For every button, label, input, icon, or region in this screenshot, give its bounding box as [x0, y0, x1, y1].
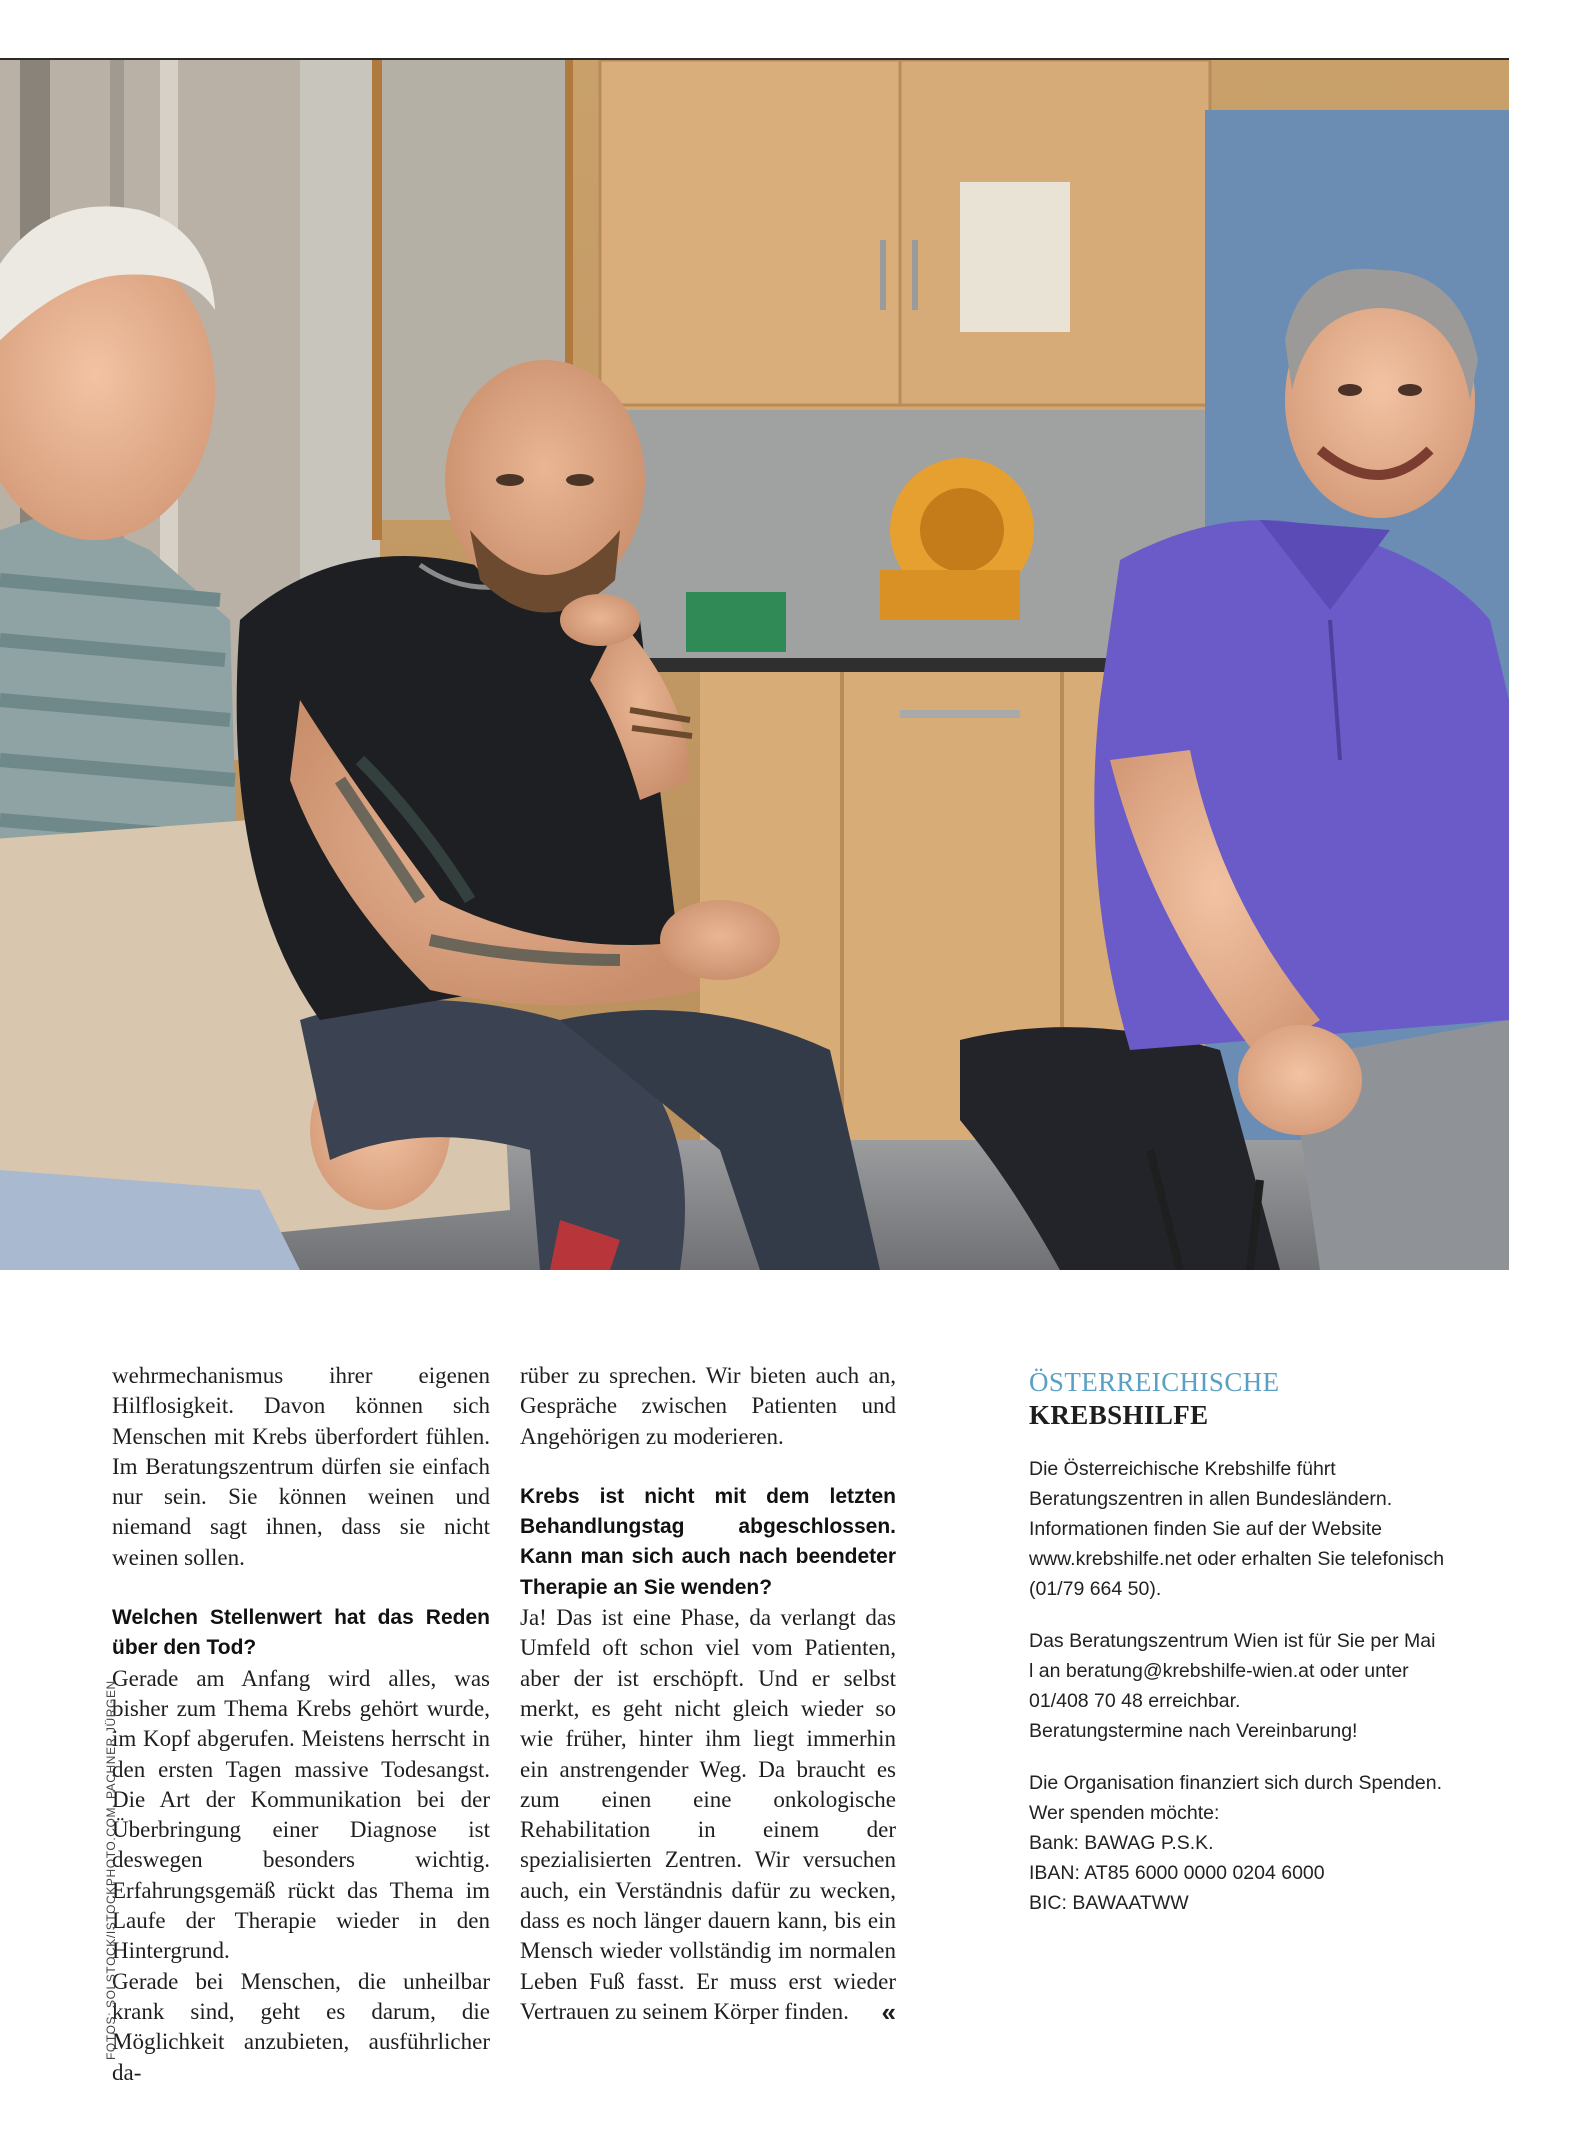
- article-paragraph: [520, 1603, 896, 2027]
- support-group-photo: [0, 60, 1509, 1270]
- infobox-title-line1: ÖSTERREICHISCHE: [1029, 1367, 1280, 1397]
- infobox-title: [1029, 1366, 1489, 1432]
- article-paragraph-text: Ja! Das ist eine Phase, da verlangt das Umfeld oft schon viel vom Patienten, aber der ist erschöpft. Und er selbst merkt, es geht nicht gleich wieder so wie früher, hinter ihm liegt immerhin ein anstrengender Weg. Da braucht es zum einen eine onkologische Rehabilitation in einem der spezialisierten Zentren. Wir versuchen auch, ein Verständnis dafür zu wecken, dass es noch länger dauern kann, bis ein Mensch wieder vollständig im normalen Leben Fuß fasst. Er muss erst wieder Vertrauen zu seinem Körper finden.: [520, 1605, 896, 2024]
- infobox-line: Das Beratungszentrum Wien ist für Sie per Mai: [1029, 1630, 1436, 1652]
- photo-credit: FOTOS: SOLSTOCK/ISTOCKPHOTO.COM, PACHNER JÜRGEN: [104, 1680, 118, 2060]
- infobox-line: Beratungstermine nach Vereinbarung!: [1029, 1720, 1358, 1742]
- infobox-paragraph: [1029, 1454, 1489, 1604]
- article-column-2: [520, 1361, 896, 2027]
- article-paragraph: Gerade bei Menschen, die unheilbar krank sind, geht es darum, die Möglichkeit anzubieten, ausführlicher da-: [112, 1968, 490, 2085]
- infobox-line: Die Österreichische Krebshilfe führt: [1029, 1458, 1336, 1480]
- infobox-line: IBAN: AT85 6000 0000 0204 6000: [1029, 1862, 1325, 1884]
- infobox-line: (01/79 664 50).: [1029, 1578, 1162, 1600]
- infobox-line: l an beratung@krebshilfe-wien.at oder unter: [1029, 1660, 1409, 1682]
- article-column-1: [112, 1361, 490, 2088]
- article-paragraph: Gerade am Anfang wird alles, was bisher zum Thema Krebs gehört wurde, im Kopf abgerufen. Meistens herrscht in den ersten Tagen massive Todesangst. Die Art der Kommunikation bei der Überbringung einer Diagnose ist deswegen besonders wichtig. Erfahrungsgemäß rückt das Thema im Laufe der Therapie wieder in den Hintergrund.: [112, 1665, 490, 1964]
- infobox-line: Wer spenden möchte:: [1029, 1802, 1220, 1824]
- article-paragraph: wehrmechanismus ihrer eigenen Hilflosigkeit. Davon können sich Menschen mit Krebs überfordert fühlen. Im Beratungszentrum dürfen sie einfach nur sein. Sie können weinen und niemand sagt ihnen, dass sie nicht weinen sollen.: [112, 1363, 490, 1570]
- infobox-line: Beratungszentren in allen Bundesländern.: [1029, 1488, 1393, 1510]
- infobox-line: Informationen finden Sie auf der Website: [1029, 1518, 1383, 1540]
- interview-question: Krebs ist nicht mit dem letzten Behandlungstag abgeschlossen. Kann man sich auch nach beendeter Therapie an Sie wenden?: [520, 1484, 896, 1599]
- infobox-paragraph: [1029, 1768, 1489, 1918]
- infobox-line: Die Organisation finanziert sich durch Spenden.: [1029, 1772, 1442, 1794]
- infobox-line: Bank: BAWAG P.S.K.: [1029, 1832, 1214, 1854]
- article-paragraph: rüber zu sprechen. Wir bieten auch an, Gespräche zwischen Patienten und Angehörigen zu moderieren.: [520, 1363, 896, 1449]
- end-mark: «: [881, 1996, 896, 2027]
- infobox-line: 01/408 70 48 erreichbar.: [1029, 1690, 1241, 1712]
- infobox-title-line2: KREBSHILFE: [1029, 1400, 1209, 1430]
- krebshilfe-infobox: [1029, 1366, 1489, 1918]
- interview-question: Welchen Stellenwert hat das Reden über den Tod?: [112, 1606, 490, 1660]
- infobox-line: www.krebshilfe.net oder erhalten Sie telefonisch: [1029, 1548, 1445, 1570]
- infobox-paragraph: [1029, 1626, 1489, 1746]
- infobox-line: BIC: BAWAATWW: [1029, 1892, 1189, 1914]
